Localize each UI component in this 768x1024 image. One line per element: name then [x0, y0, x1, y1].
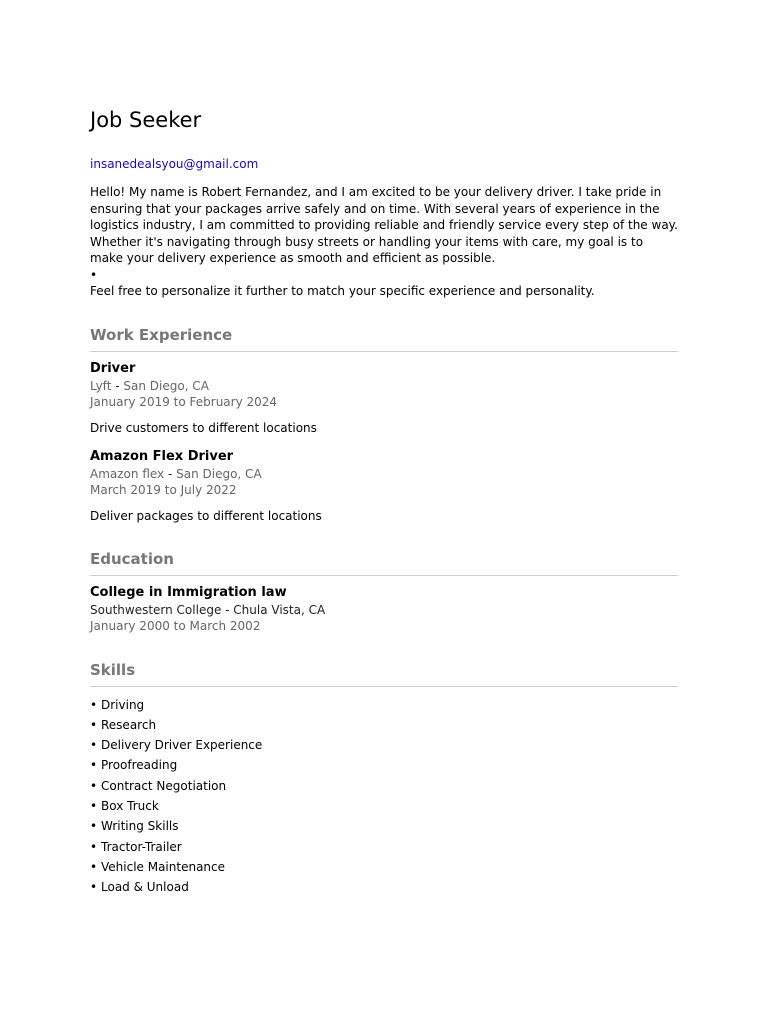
summary-paragraph: Hello! My name is Robert Fernandez, and I am excited to be your delivery driver. I take pride in ensuring that your packages arrive safely and on time. With several years of experience in the logistics industry, I am committed to providing reliable and friendly service every step of the way. Whether it's navigating through busy streets or handling your items with care, my goal is to make your delivery experience as smooth and efficient as possible. [90, 185, 678, 266]
bullet-icon: • [90, 778, 98, 793]
skill-label: Writing Skills [101, 819, 179, 834]
bullet-icon: • [90, 758, 98, 773]
skill-label: Research [101, 717, 157, 732]
education-school: Southwestern College - Chula Vista, CA [90, 602, 326, 617]
job-description: Drive customers to different locations [90, 420, 317, 435]
skill-label: Tractor-Trailer [101, 839, 182, 854]
candidate-name: Job Seeker [90, 108, 202, 132]
summary [90, 184, 678, 300]
job-company: Lyft [90, 378, 112, 393]
skill-item [90, 776, 678, 796]
bullet-icon: • [90, 717, 98, 732]
bullet-icon: • [90, 859, 98, 874]
skills-section [90, 659, 678, 898]
skill-label: Driving [101, 697, 145, 712]
resume-content [90, 104, 678, 898]
skill-label: Proofreading [101, 758, 178, 773]
job-title: Amazon Flex Driver [90, 448, 234, 464]
job-title: Driver [90, 360, 136, 376]
education-entry [90, 584, 678, 635]
bullet-icon: • [90, 738, 98, 753]
summary-closing: Feel free to personalize it further to match your specific experience and personality. [90, 283, 595, 298]
skill-item [90, 816, 678, 836]
skill-item [90, 695, 678, 715]
job-location: San Diego, CA [123, 378, 209, 393]
job-dates: January 2019 to February 2024 [90, 395, 278, 410]
skill-item [90, 755, 678, 775]
summary-bullet: • [90, 267, 98, 282]
bullet-icon: • [90, 819, 98, 834]
job-separator: - [164, 466, 177, 481]
bullet-icon: • [90, 799, 98, 814]
job-dates: March 2019 to July 2022 [90, 483, 237, 498]
skill-label: Load & Unload [101, 880, 189, 895]
job-entry [90, 448, 678, 524]
skill-label: Vehicle Maintenance [101, 859, 226, 874]
skill-item [90, 735, 678, 755]
job-separator: - [111, 378, 124, 393]
skills-list [90, 695, 678, 898]
bullet-icon: • [90, 880, 98, 895]
skill-item [90, 877, 678, 897]
section-title-education: Education [90, 548, 678, 576]
education-degree: College in Immigration law [90, 584, 287, 600]
job-employer [90, 466, 678, 483]
job-location: San Diego, CA [176, 466, 262, 481]
job-entry [90, 360, 678, 436]
skill-item [90, 857, 678, 877]
education-section [90, 548, 678, 635]
bullet-icon: • [90, 697, 98, 712]
education-dates: January 2000 to March 2002 [90, 619, 261, 634]
skill-item [90, 837, 678, 857]
email-link[interactable]: insanedealsyou@gmail.com [90, 157, 259, 171]
job-employer [90, 378, 678, 395]
skill-label: Contract Negotiation [101, 778, 227, 793]
job-description: Deliver packages to different locations [90, 508, 322, 523]
skill-item [90, 796, 678, 816]
skill-label: Box Truck [101, 799, 159, 814]
bullet-icon: • [90, 839, 98, 854]
skill-label: Delivery Driver Experience [101, 738, 263, 753]
section-title-skills: Skills [90, 659, 678, 687]
skill-item [90, 715, 678, 735]
work-experience-section [90, 324, 678, 524]
job-company: Amazon flex [90, 466, 165, 481]
section-title-work: Work Experience [90, 324, 678, 352]
